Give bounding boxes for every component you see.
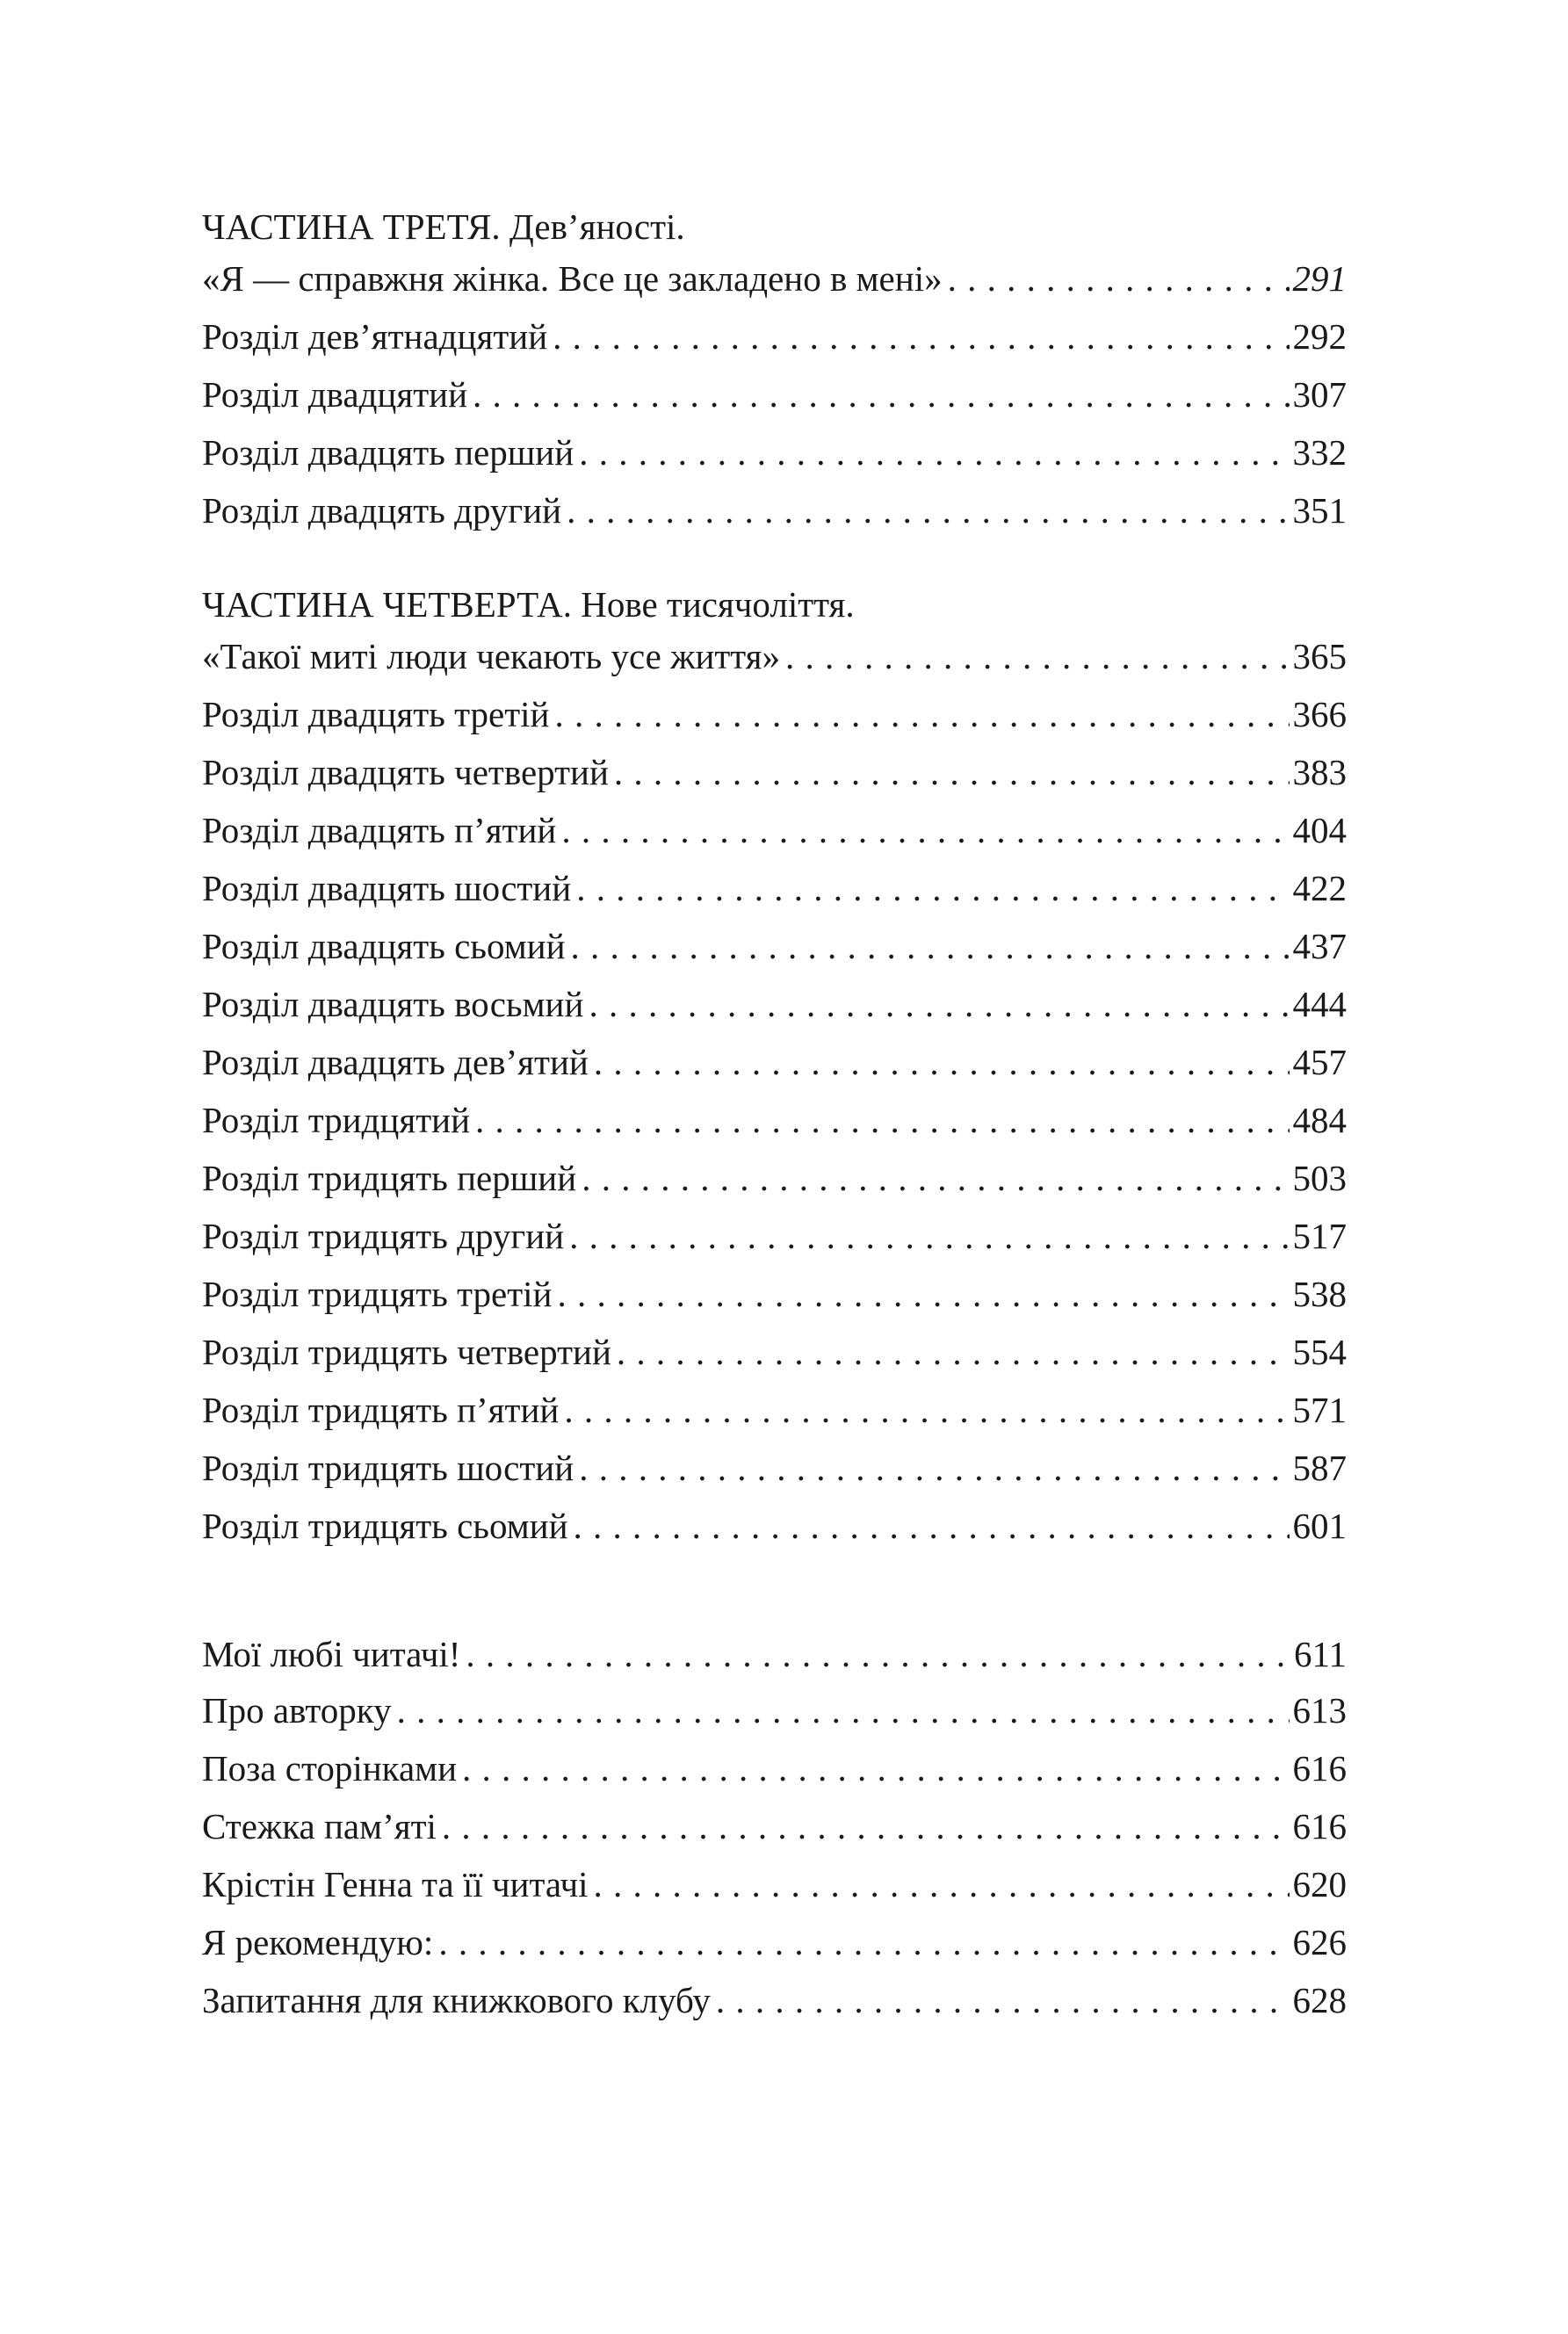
dot-leader xyxy=(579,1439,1289,1497)
dot-leader xyxy=(554,685,1289,743)
toc-entry-label: «Такої миті люди чекають усе життя» xyxy=(202,636,781,676)
toc-entry-label: Розділ тридцять четвертий xyxy=(202,1332,611,1372)
dot-leader xyxy=(438,1913,1289,1971)
toc-entry-label: Розділ тридцять перший xyxy=(202,1158,577,1198)
toc-entry-label: Розділ двадцять другий xyxy=(202,490,562,531)
dot-leader xyxy=(473,365,1289,423)
toc-entry-page: 628 xyxy=(1292,1980,1347,2020)
toc-entry-page: 601 xyxy=(1292,1506,1347,1546)
dot-leader xyxy=(557,1265,1289,1323)
toc-entry-label: Розділ двадцять восьмий xyxy=(202,984,584,1024)
dot-leader xyxy=(466,1627,1290,1681)
toc-entry-page: 620 xyxy=(1292,1864,1347,1904)
toc-entry[interactable] xyxy=(202,1855,1347,1913)
toc-entry[interactable] xyxy=(202,859,1347,917)
toc-entry[interactable] xyxy=(202,1207,1347,1265)
dot-leader xyxy=(442,1797,1290,1855)
toc-entry-page: 626 xyxy=(1292,1922,1347,1962)
part-heading: ЧАСТИНА ТРЕТЯ. Дев’яності. xyxy=(202,206,685,247)
toc-entry-label: Розділ двадцять дев’ятий xyxy=(202,1042,589,1082)
toc-entry-page: 538 xyxy=(1292,1274,1347,1314)
dot-leader xyxy=(948,249,1290,307)
toc-entry-page: 292 xyxy=(1292,316,1347,357)
dot-leader xyxy=(397,1681,1290,1739)
toc-entry-page: 366 xyxy=(1292,694,1347,734)
toc-entry-label: Розділ тридцять п’ятий xyxy=(202,1390,560,1430)
toc-entry-page: 503 xyxy=(1292,1158,1347,1198)
toc-entry[interactable] xyxy=(202,627,1347,685)
toc-entry-page: 571 xyxy=(1292,1390,1347,1430)
toc-entry-label: Розділ тридцять шостий xyxy=(202,1448,574,1488)
dot-leader xyxy=(462,1739,1289,1797)
toc-entry[interactable] xyxy=(202,801,1347,859)
dot-leader xyxy=(594,1033,1290,1091)
toc-entry[interactable] xyxy=(202,1033,1347,1091)
toc-entry-label: Поза сторінками xyxy=(202,1748,458,1788)
toc-entry[interactable] xyxy=(202,1627,1347,1681)
toc-entry-label: Розділ двадцять шостий xyxy=(202,868,572,908)
toc-entry[interactable] xyxy=(202,1091,1347,1149)
toc-entry[interactable] xyxy=(202,1381,1347,1439)
toc-entry-label: Розділ тридцять сьомий xyxy=(202,1506,568,1546)
toc-entry[interactable] xyxy=(202,743,1347,801)
toc-entry-label: Розділ тридцять третій xyxy=(202,1274,553,1314)
toc-entry-label: Розділ двадцять перший xyxy=(202,432,574,473)
toc-entry-page: 616 xyxy=(1292,1806,1347,1846)
toc-entry-label: Розділ тридцять другий xyxy=(202,1216,565,1256)
toc-entry-page: 307 xyxy=(1292,374,1347,415)
dot-leader xyxy=(475,1091,1289,1149)
toc-entry-label: Про авторку xyxy=(202,1690,392,1731)
toc-entry-page: 587 xyxy=(1292,1448,1347,1488)
toc-entry[interactable] xyxy=(202,1913,1347,1971)
table-of-contents xyxy=(202,204,1347,2029)
toc-entry-page: 517 xyxy=(1292,1216,1347,1256)
toc-entry[interactable] xyxy=(202,307,1347,365)
toc-entry-page: 404 xyxy=(1292,810,1347,850)
toc-entry-label: «Я — справжня жінка. Все це закладено в мені» xyxy=(202,258,943,299)
dot-leader xyxy=(553,307,1289,365)
dot-leader xyxy=(574,1497,1290,1555)
toc-entry-label: Розділ дев’ятнадцятий xyxy=(202,316,548,357)
toc-entry-label: Я рекомендую: xyxy=(202,1922,434,1962)
toc-part-four xyxy=(202,582,1347,1555)
toc-entry-page: 437 xyxy=(1292,926,1347,966)
dot-leader xyxy=(716,1971,1290,2029)
toc-entry-page: 444 xyxy=(1292,984,1347,1024)
dot-leader xyxy=(569,1207,1289,1265)
dot-leader xyxy=(564,1381,1289,1439)
toc-entry-label: Стежка пам’яті xyxy=(202,1806,437,1846)
toc-entry-page: 351 xyxy=(1292,490,1347,531)
toc-part-three xyxy=(202,204,1347,539)
toc-entry[interactable] xyxy=(202,1971,1347,2029)
toc-entry-page: 484 xyxy=(1292,1100,1347,1140)
dot-leader xyxy=(589,975,1289,1033)
toc-entry-page: 422 xyxy=(1292,868,1347,908)
toc-entry-page: 554 xyxy=(1292,1332,1347,1372)
toc-entry[interactable] xyxy=(202,1323,1347,1381)
dot-leader xyxy=(785,627,1289,685)
dot-leader xyxy=(614,743,1290,801)
toc-entry-label: Розділ двадцять третій xyxy=(202,694,550,734)
dot-leader xyxy=(576,859,1289,917)
toc-entry[interactable] xyxy=(202,1439,1347,1497)
toc-appendix xyxy=(202,1627,1347,2029)
toc-entry[interactable] xyxy=(202,685,1347,743)
toc-entry-label: Мої любі читачі! xyxy=(202,1634,461,1674)
toc-entry-page: 611 xyxy=(1294,1634,1347,1674)
toc-entry[interactable] xyxy=(202,423,1347,481)
dot-leader xyxy=(582,1149,1289,1207)
toc-entry-label: Крістін Генна та її читачі xyxy=(202,1864,589,1904)
toc-entry[interactable] xyxy=(202,365,1347,423)
dot-leader xyxy=(617,1323,1290,1381)
toc-entry-page: 613 xyxy=(1292,1690,1347,1731)
toc-entry-page: 383 xyxy=(1292,752,1347,792)
toc-entry-label: Розділ двадцятий xyxy=(202,374,468,415)
toc-entry[interactable] xyxy=(202,481,1347,539)
toc-entry[interactable] xyxy=(202,249,1347,307)
toc-entry[interactable] xyxy=(202,917,1347,975)
toc-entry-label: Запитання для книжкового клубу xyxy=(202,1980,711,2020)
toc-entry[interactable] xyxy=(202,1739,1347,1797)
toc-entry-page: 616 xyxy=(1292,1748,1347,1788)
toc-entry[interactable] xyxy=(202,1681,1347,1739)
dot-leader xyxy=(594,1855,1290,1913)
toc-entry[interactable] xyxy=(202,1497,1347,1555)
toc-entry-page: 365 xyxy=(1292,636,1347,676)
toc-entry-page: 457 xyxy=(1292,1042,1347,1082)
toc-entry[interactable] xyxy=(202,1265,1347,1323)
dot-leader xyxy=(567,481,1289,539)
toc-entry-page: 332 xyxy=(1292,432,1347,473)
dot-leader xyxy=(571,917,1290,975)
toc-entry-page: 291 xyxy=(1292,258,1347,299)
part-heading: ЧАСТИНА ЧЕТВЕРТА. Нове тисячоліття. xyxy=(202,584,855,625)
dot-leader xyxy=(579,423,1289,481)
toc-entry[interactable] xyxy=(202,1797,1347,1855)
toc-entry-label: Розділ тридцятий xyxy=(202,1100,471,1140)
toc-entry[interactable] xyxy=(202,975,1347,1033)
toc-entry-label: Розділ двадцять п’ятий xyxy=(202,810,557,850)
toc-entry[interactable] xyxy=(202,1149,1347,1207)
dot-leader xyxy=(561,801,1289,859)
toc-entry-label: Розділ двадцять сьомий xyxy=(202,926,566,966)
toc-entry-label: Розділ двадцять четвертий xyxy=(202,752,609,792)
